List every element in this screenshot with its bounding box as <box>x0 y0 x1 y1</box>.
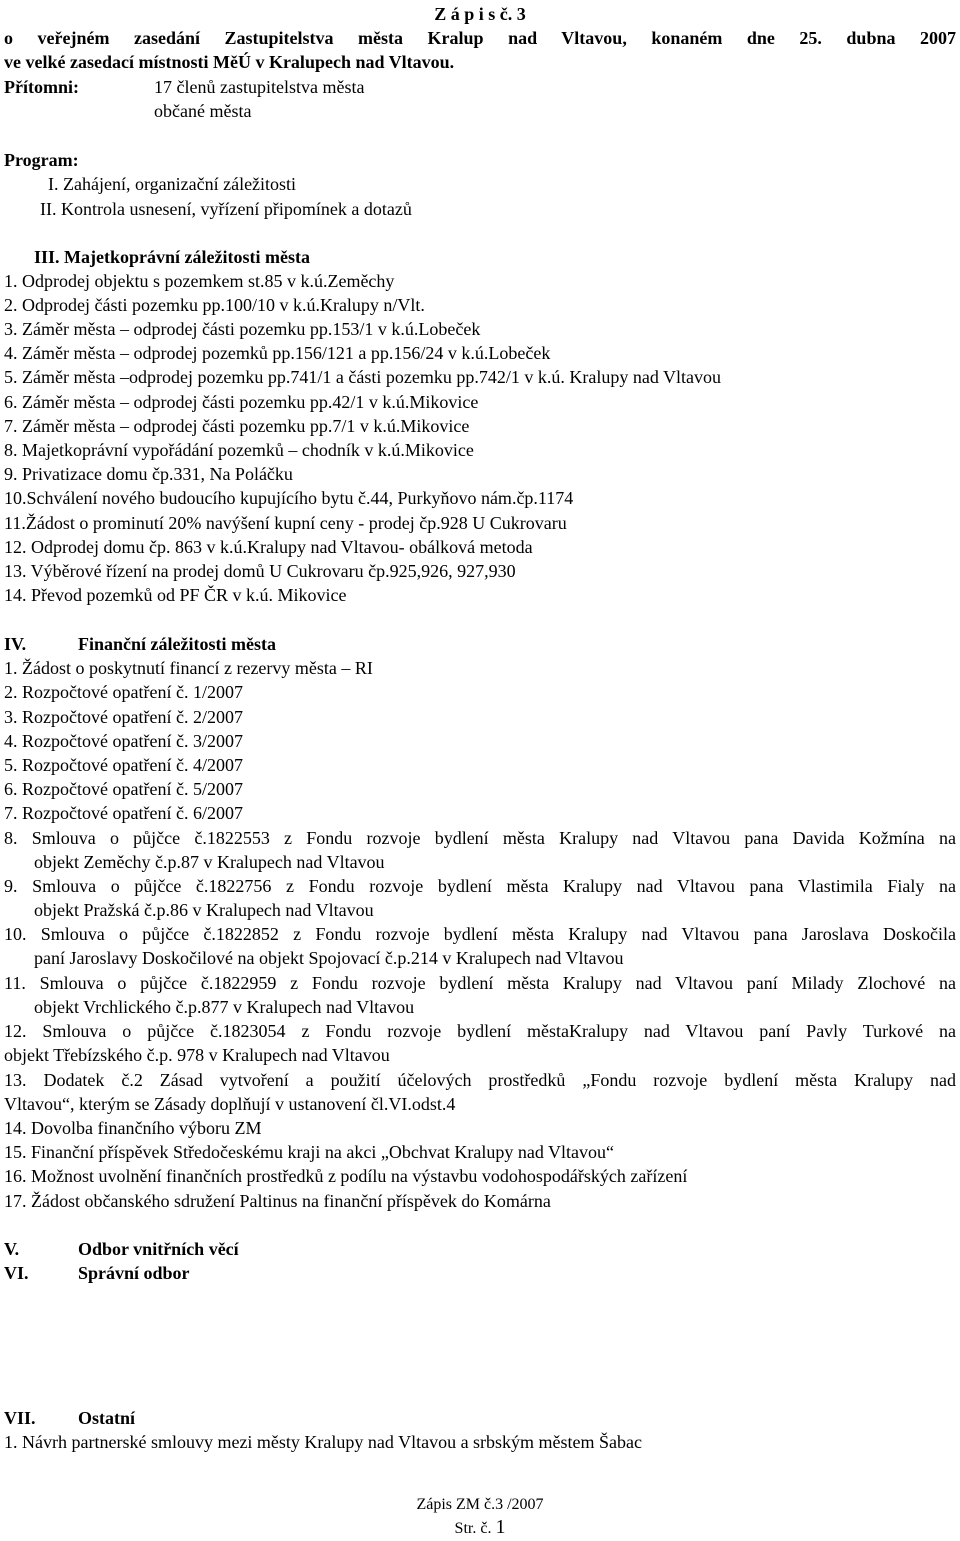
list-item: 2. Rozpočtové opatření č. 1/2007 <box>4 682 243 702</box>
footer-page-number <box>0 1515 960 1541</box>
list-item: 11. Smlouva o půjčce č.1822959 z Fondu rozvoje bydlení města Kralupy nad Vltavou paní Milady Zlochové na <box>4 973 956 993</box>
program-section-4-title: Finanční záležitosti města <box>78 634 276 654</box>
list-item: 1. Odprodej objektu s pozemkem st.85 v k.ú.Zeměchy <box>4 271 395 291</box>
program-section-6-number: VI. <box>4 1263 29 1283</box>
program-section-5-number: V. <box>4 1239 20 1259</box>
list-item: 14. Dovolba finančního výboru ZM <box>4 1118 262 1138</box>
program-label: Program: <box>4 150 79 170</box>
document-title: Z á p i s č. 3 <box>434 4 526 24</box>
list-item: 4. Záměr města – odprodej pozemků pp.156/121 a pp.156/24 v k.ú.Lobeček <box>4 343 551 363</box>
list-item-continuation: objekt Vrchlického č.p.877 v Kralupech nad Vltavou <box>34 997 415 1017</box>
list-item: 2. Odprodej části pozemku pp.100/10 v k.ú.Kralupy n/Vlt. <box>4 295 425 315</box>
document-subtitle-line-1: o veřejném zasedání Zastupitelstva města Kralup nad Vltavou, konaném dne 25. dubna 2007 <box>4 28 956 48</box>
list-item: 5. Rozpočtové opatření č. 4/2007 <box>4 755 243 775</box>
list-item: 9. Privatizace domu čp.331, Na Poláčku <box>4 464 293 484</box>
program-section-5-title: Odbor vnitřních věcí <box>78 1239 239 1259</box>
list-item-continuation: paní Jaroslavy Doskočilové na objekt Spojovací č.p.214 v Kralupech nad Vltavou <box>34 948 624 968</box>
list-item: 6. Rozpočtové opatření č. 5/2007 <box>4 779 243 799</box>
list-item: 12. Odprodej domu čp. 863 v k.ú.Kralupy nad Vltavou- obálková metoda <box>4 537 533 557</box>
list-item-continuation: objekt Zeměchy č.p.87 v Kralupech nad Vltavou <box>34 852 385 872</box>
present-label: Přítomni: <box>4 77 79 97</box>
program-section-4-number: IV. <box>4 634 27 654</box>
present-citizens: občané města <box>154 101 252 121</box>
list-item: 7. Záměr města – odprodej části pozemku pp.7/1 v k.ú.Mikovice <box>4 416 470 436</box>
program-section-1: I. Zahájení, organizační záležitosti <box>48 174 297 194</box>
list-item: 1. Návrh partnerské smlouvy mezi městy Kralupy nad Vltavou a srbským městem Šabac <box>4 1432 643 1452</box>
program-section-3: III. Majetkoprávní záležitosti města <box>34 247 310 267</box>
list-item-continuation: objekt Pražská č.p.86 v Kralupech nad Vltavou <box>34 900 374 920</box>
list-item: 8. Smlouva o půjčce č.1822553 z Fondu rozvoje bydlení města Kralupy nad Vltavou pana Davida Kožmína na <box>4 828 956 848</box>
footer-document-reference: Zápis ZM č.3 /2007 <box>416 1496 544 1513</box>
list-item: 10.Schválení nového budoucího kupujícího bytu č.44, Purkyňovo nám.čp.1174 <box>4 488 574 508</box>
list-item: 1. Žádost o poskytnutí financí z rezervy města – RI <box>4 658 373 678</box>
list-item-continuation: Vltavou“, kterým se Zásady doplňují v ustanovení čl.VI.odst.4 <box>4 1094 456 1114</box>
list-item: 15. Finanční příspěvek Středočeskému kraji na akci „Obchvat Kralupy nad Vltavou“ <box>4 1142 614 1162</box>
list-item: 6. Záměr města – odprodej části pozemku pp.42/1 v k.ú.Mikovice <box>4 392 479 412</box>
list-item: 11.Žádost o prominutí 20% navýšení kupní ceny - prodej čp.928 U Cukrovaru <box>4 513 567 533</box>
list-item-continuation: objekt Třebízského č.p. 978 v Kralupech nad Vltavou <box>4 1045 390 1065</box>
program-section-7-number: VII. <box>4 1408 36 1428</box>
present-members: 17 členů zastupitelstva města <box>154 77 365 97</box>
list-item: 14. Převod pozemků od PF ČR v k.ú. Mikovice <box>4 585 347 605</box>
list-item: 5. Záměr města –odprodej pozemku pp.741/1 a části pozemku pp.742/1 v k.ú. Kralupy nad Vltavou <box>4 367 722 387</box>
footer-page-label: Str. č. <box>454 1520 492 1537</box>
list-item: 9. Smlouva o půjčce č.1822756 z Fondu rozvoje bydlení města Kralupy nad Vltavou pana Vlastimila Fialy na <box>4 876 956 896</box>
list-item: 7. Rozpočtové opatření č. 6/2007 <box>4 803 243 823</box>
program-section-7-title: Ostatní <box>78 1408 136 1428</box>
list-item: 17. Žádost občanského sdružení Paltinus na finanční příspěvek do Komárna <box>4 1191 551 1211</box>
list-item: 4. Rozpočtové opatření č. 3/2007 <box>4 731 243 751</box>
document-subtitle-line-2: ve velké zasedací místnosti MěÚ v Kralupech nad Vltavou. <box>4 52 455 72</box>
program-section-6-title: Správní odbor <box>78 1263 190 1283</box>
list-item: 12. Smlouva o půjčce č.1823054 z Fondu rozvoje bydlení městaKralupy nad Vltavou paní Pavly Turkové na <box>4 1021 956 1041</box>
footer-page-value: 1 <box>495 1516 506 1538</box>
list-item: 3. Rozpočtové opatření č. 2/2007 <box>4 707 243 727</box>
list-item: 3. Záměr města – odprodej části pozemku pp.153/1 v k.ú.Lobeček <box>4 319 481 339</box>
list-item: 8. Majetkoprávní vypořádání pozemků – chodník v k.ú.Mikovice <box>4 440 474 460</box>
list-item: 10. Smlouva o půjčce č.1822852 z Fondu rozvoje bydlení města Kralupy nad Vltavou pana Jaroslava Doskočila <box>4 924 956 944</box>
list-item: 13. Výběrové řízení na prodej domů U Cukrovaru čp.925,926, 927,930 <box>4 561 516 581</box>
program-section-2: II. Kontrola usnesení, vyřízení připomínek a dotazů <box>40 199 412 219</box>
list-item: 16. Možnost uvolnění finančních prostředků z podílu na výstavbu vodohospodářských zařízení <box>4 1166 688 1186</box>
list-item: 13. Dodatek č.2 Zásad vytvoření a použití účelových prostředků „Fondu rozvoje bydlení města Kralupy nad <box>4 1070 956 1090</box>
